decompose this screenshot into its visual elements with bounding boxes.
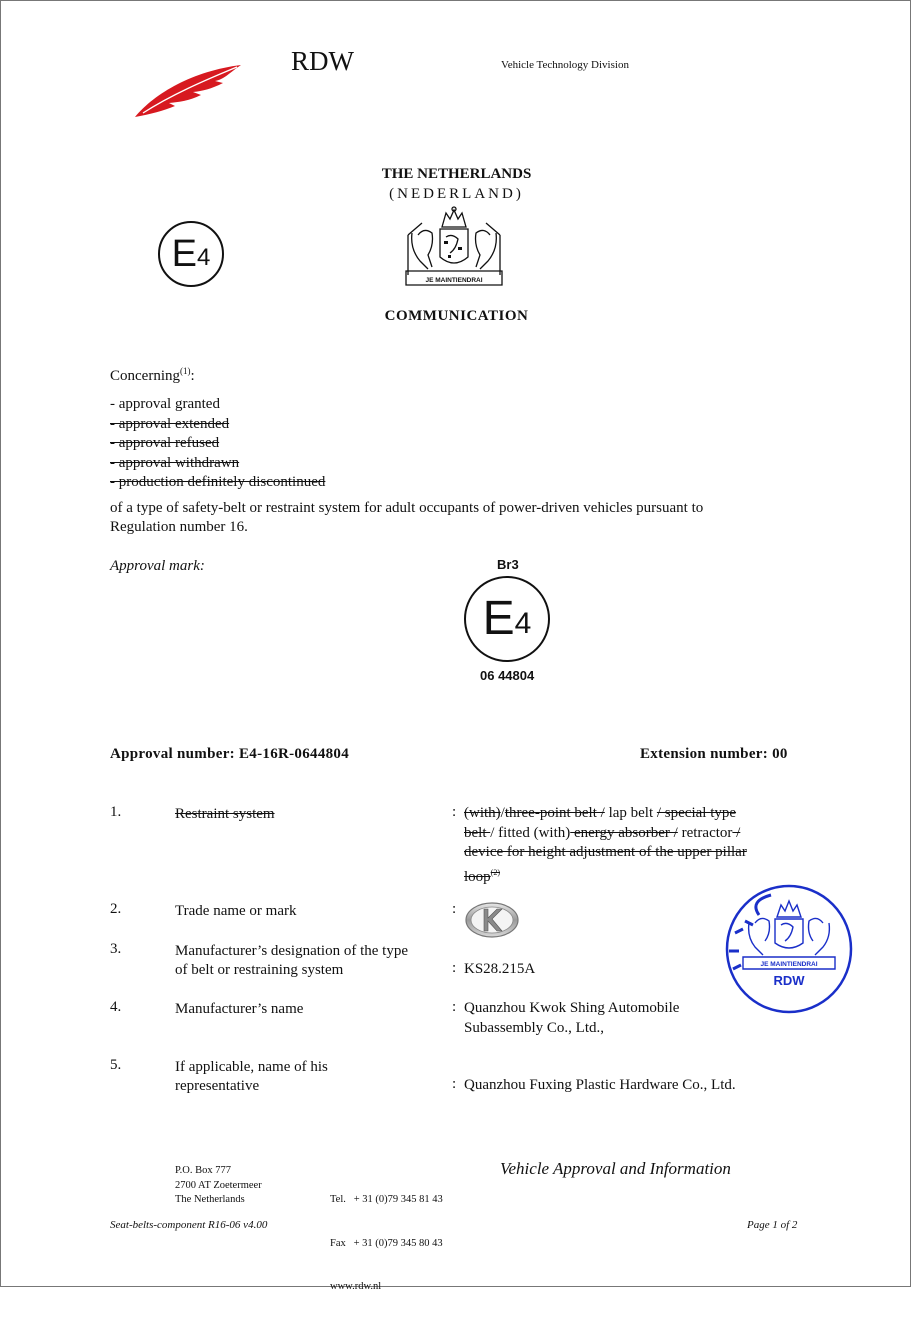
item-5-colon: : xyxy=(452,1076,457,1092)
item-3-label-line-1: Manufacturer’s designation of the type xyxy=(175,943,408,959)
item-1-label: Restraint system xyxy=(175,806,275,822)
footer-contact: Tel. + 31 (0)79 345 81 43 Fax + 31 (0)79 345 80 43 www.rdw.nl xyxy=(330,1164,443,1324)
description-line-2: Regulation number 16. xyxy=(110,519,248,535)
item-2-number: 2. xyxy=(110,901,122,917)
footer-tagline: Vehicle Approval and Information xyxy=(500,1159,731,1178)
item-3-value: KS28.215A xyxy=(464,961,536,977)
stamp-motto: JE MAINTIENDRAI xyxy=(760,961,818,968)
item-2-colon: : xyxy=(452,901,457,917)
coat-of-arms-motto: JE MAINTIENDRAI xyxy=(425,277,483,284)
approval-mark-bottom-code: 06 44804 xyxy=(480,668,535,683)
item-4-label: Manufacturer’s name xyxy=(175,1001,304,1017)
trade-mark-logo-icon xyxy=(464,900,520,940)
concerning-label: Concerning$^{(1)}$: xyxy=(110,366,195,384)
footer-website-link[interactable]: www.rdw.nl xyxy=(330,1281,382,1292)
document-title: COMMUNICATION xyxy=(384,308,529,324)
approval-mark-top-code: Br3 xyxy=(497,557,519,572)
option-approval-granted: - approval granted xyxy=(110,396,220,412)
country-native-name: (NEDERLAND) xyxy=(389,186,524,202)
e4-mark-icon: E 4 xyxy=(158,221,224,287)
item-4-colon: : xyxy=(452,999,457,1015)
item-5-number: 5. xyxy=(110,1057,122,1073)
item-1-number: 1. xyxy=(110,804,122,820)
extension-number: Extension number: 00 xyxy=(640,746,788,762)
stamp-text: RDW xyxy=(773,973,805,988)
item-4-value-line-1: Quanzhou Kwok Shing Automobile xyxy=(464,1000,680,1016)
concerning-options-list xyxy=(110,395,325,493)
approval-mark-e4-icon: E 4 xyxy=(464,576,550,662)
division-name: Vehicle Technology Division xyxy=(501,59,629,71)
item-4-value-line-2: Subassembly Co., Ltd., xyxy=(464,1020,605,1036)
description-line-1: of a type of safety-belt or restraint system for adult occupants of power-driven vehicles pursuant to xyxy=(110,500,704,516)
option-production-discontinued: - production definitely discontinued xyxy=(110,474,326,490)
item-5-label-line-1: If applicable, name of his xyxy=(175,1059,328,1075)
approval-number: Approval number: E4-16R-0644804 xyxy=(110,746,350,762)
item-1-colon: : xyxy=(452,804,457,820)
rdw-official-stamp-icon xyxy=(719,881,855,1015)
item-3-label-line-2: of belt or restraining system xyxy=(175,962,344,978)
item-3-number: 3. xyxy=(110,941,122,957)
item-5-value: Quanzhou Fuxing Plastic Hardware Co., Ltd. xyxy=(464,1077,736,1093)
item-2-label: Trade name or mark xyxy=(175,903,297,919)
rdw-logo-icon xyxy=(133,61,245,121)
country-name: THE NETHERLANDS xyxy=(381,166,532,182)
option-approval-extended: - approval extended xyxy=(110,415,230,432)
item-1-value: (with)/three-point belt / lap belt / special type belt / fitted (with) energy absorber / retractor / device for height adjustment of the upper pillar loop$^{(2)}$ xyxy=(464,805,747,885)
item-3-colon: : xyxy=(452,960,457,976)
org-name: RDW xyxy=(291,46,354,76)
option-approval-refused: - approval refused xyxy=(110,435,220,451)
document-reference: Seat-belts-component R16-06 v4.00 xyxy=(110,1219,268,1231)
approval-mark-label: Approval mark: xyxy=(110,558,205,574)
item-5-label-line-2: representative xyxy=(175,1078,260,1094)
page-number: Page 1 of 2 xyxy=(747,1219,798,1231)
coat-of-arms-icon xyxy=(402,205,506,289)
option-approval-withdrawn: - approval withdrawn xyxy=(110,454,240,471)
item-4-number: 4. xyxy=(110,999,122,1015)
footer-address: P.O. Box 777 2700 AT Zoetermeer The Netherlands xyxy=(175,1165,262,1205)
